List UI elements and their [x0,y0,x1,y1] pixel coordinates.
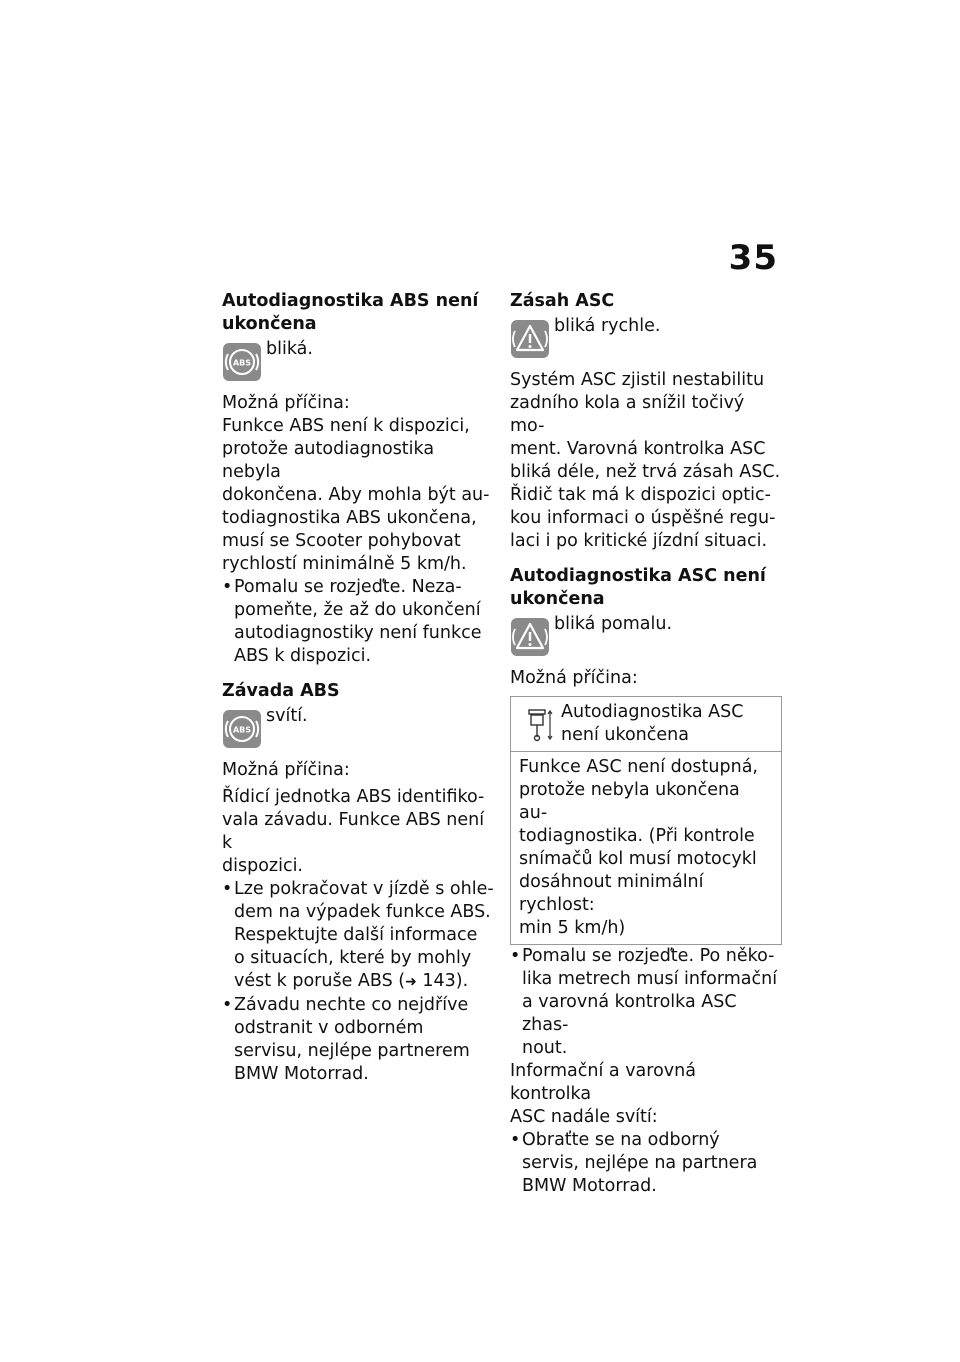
text-line: Řídicí jednotka ABS identifiko- [222,787,485,807]
text-line: není ukončena [561,725,689,745]
text-line: dokončena. Aby mohla být au- [222,485,490,505]
text-line: dem na výpadek funkce ABS. [234,902,491,922]
bullet-dot: • [222,995,233,1015]
text-line: protože autodiagnostika nebyla [222,439,435,482]
text-line: o situacích, které by mohly [234,948,472,968]
indicator-status: bliká pomalu. [554,614,673,634]
page-reference[interactable]: 143). [422,971,469,991]
text-line: Pomalu se rozjeďte. Po něko- [522,946,775,966]
text-line: pomeňte, že až do ukončení [234,600,481,620]
svg-text:ABS: ABS [232,358,252,368]
section-asc-selftest [510,565,782,1198]
section-asc-intervention [510,290,782,553]
section-heading: Zásah ASC [510,291,615,311]
indicator-status-line [510,613,782,659]
svg-text:ABS: ABS [232,725,252,735]
text-line: musí se Scooter pohybovat [222,531,461,551]
bullet-item [222,994,494,1086]
text-line: autodiagnostiky není funkce [234,623,482,643]
text-line: laci i po kritické jízdní situaci. [510,531,768,551]
text-line: lika metrech musí informační [522,969,778,989]
text-line: ABS k dispozici. [234,646,372,666]
text-line: Autodiagnostika ASC [561,702,744,722]
page-number: 35 [728,238,778,278]
section-abs-selftest [222,290,494,668]
text-line: min 5 km/h) [519,918,626,938]
text-line: rychlostí minimálně 5 km/h. [222,554,467,574]
text-line: Řidič tak má k dispozici optic- [510,485,771,505]
text-line: dosáhnout minimální rychlost: [519,872,704,915]
engine-piston-icon [525,707,555,743]
asc-warning-icon [510,319,550,359]
page-reference-arrow-icon: ➜ [405,974,417,990]
indicator-status: svítí. [266,706,308,726]
text-line: bliká déle, než trvá zásah ASC. [510,462,781,482]
bullet-dot: • [222,577,233,597]
text-line: ASC nadále svítí: [510,1107,658,1127]
text-line: protože nebyla ukončena au- [519,780,740,823]
text-line: todiagnostika ABS ukončena, [222,508,477,528]
text-line: snímačů kol musí motocykl [519,849,757,869]
text-fragment: vést k poruše ABS ( [234,971,406,991]
bullet-item [222,878,494,994]
text-line: Respektujte další informace [234,925,478,945]
section-heading: ukončena [510,589,605,609]
bullet-item [510,1129,782,1198]
abs-warning-icon [222,709,262,749]
indicator-status: bliká rychle. [554,316,661,336]
info-box [510,696,782,945]
cause-label: Možná příčina: [222,393,350,413]
text-line: odstranit v odborném [234,1018,424,1038]
bullet-dot: • [510,1130,521,1150]
text-line: servisu, nejlépe partnerem [234,1041,470,1061]
text-line: vala závadu. Funkce ABS není k [222,810,485,853]
bullet-dot: • [510,946,521,966]
bullet-dot: • [222,879,233,899]
indicator-status-line [222,338,494,384]
text-line: Systém ASC zjistil nestabilitu [510,370,765,390]
text-line: nout. [522,1038,568,1058]
indicator-status: bliká. [266,339,313,359]
text-line: Funkce ASC není dostupná, [519,757,758,777]
text-line: Obraťte se na odborný [522,1130,720,1150]
text-line: Lze pokračovat v jízdě s ohle- [234,879,494,899]
text-line: servis, nejlépe na partnera [522,1153,758,1173]
section-abs-fault [222,680,494,1086]
right-column [510,290,782,1198]
indicator-status-line [222,705,494,751]
text-line: Informační a varovná kontrolka [510,1061,696,1104]
text-line: Závadu nechte co nejdříve [234,995,469,1015]
text-line: Funkce ABS není k dispozici, [222,416,470,436]
asc-warning-icon [510,617,550,657]
text-line: BMW Motorrad. [234,1064,369,1084]
info-box-header [511,697,781,752]
text-line: kou informaci o úspěšné regu- [510,508,776,528]
text-line: ment. Varovná kontrolka ASC [510,439,766,459]
info-box-body [511,752,781,944]
text-line: dispozici. [222,856,303,876]
text-line: BMW Motorrad. [522,1176,657,1196]
text-line: zadního kola a snížil točivý mo- [510,393,745,436]
text-line: Pomalu se rozjeďte. Neza- [234,577,462,597]
cause-label: Možná příčina: [222,760,350,780]
section-heading: Autodiagnostika ASC není [510,566,766,586]
info-box-title [561,701,771,747]
indicator-status-line [510,315,782,361]
text-line: todiagnostika. (Při kontrole [519,826,755,846]
text-line [234,970,494,994]
section-heading: Závada ABS [222,681,340,701]
left-column [222,290,494,1086]
section-heading: Autodiagnostika ABS není [222,291,479,311]
text-line: a varovná kontrolka ASC zhas- [522,992,737,1035]
cause-label: Možná příčina: [510,668,638,688]
section-heading: ukončena [222,314,317,334]
abs-warning-icon [222,342,262,382]
bullet-item [222,576,494,668]
bullet-item [510,945,782,1060]
